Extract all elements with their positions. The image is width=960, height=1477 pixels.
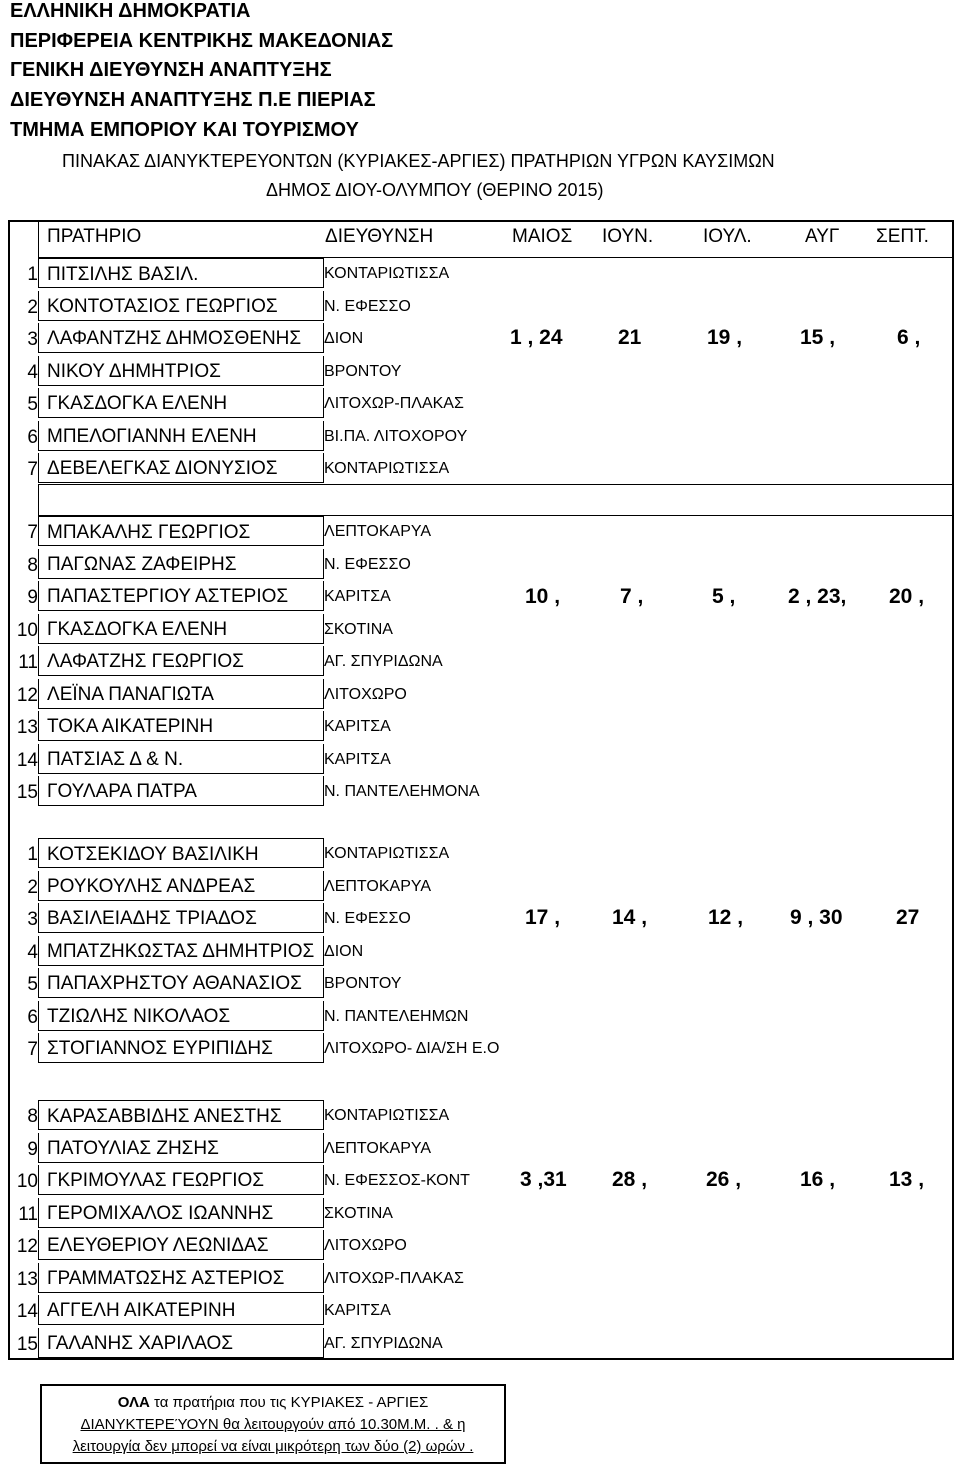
group-1-may: 1 , 24 [510, 326, 563, 349]
row-number: 7 [27, 1039, 38, 1060]
group-1-aug: 15 , [800, 326, 836, 349]
row-number: 9 [27, 1138, 38, 1160]
table-row [0, 1133, 960, 1165]
col-station: ΠΡΑΤΗΡΙΟ [47, 226, 142, 247]
station-address: ΛΙΤΟΧΩΡΟ- ΔΙΑ/ΣΗ Ε.Ο [324, 1040, 500, 1057]
table-row [0, 776, 960, 808]
station-address: ΛΙΤΟΧΩΡ-ΠΛΑΚΑΣ [324, 1269, 464, 1287]
station-address: ΛΙΤΟΧΩΡΟ [324, 1237, 407, 1254]
empty-spacer-row [38, 484, 954, 516]
row-number: 7 [27, 522, 38, 543]
table-row [0, 421, 960, 453]
table-row [0, 356, 960, 388]
group-2-may: 10 , [525, 585, 561, 608]
station-name: ΠΑΤΣΙΑΣ Δ & Ν. [38, 744, 324, 774]
station-address: ΛΕΠΤΟΚΑΡΥΑ [324, 877, 432, 895]
station-address: Ν. ΕΦΕΣΣΟ [324, 297, 411, 315]
row-number: 6 [27, 1006, 38, 1028]
row-number: 1 [27, 264, 38, 285]
header-line-3: ΓΕΝΙΚΗ ΔΙΕΥΘΥΝΣΗ ΑΝΑΠΤΥΞΗΣ [10, 59, 332, 81]
station-address: ΛΕΠΤΟΚΑΡΥΑ [324, 1139, 432, 1157]
table-row [0, 1033, 960, 1065]
station-address: ΚΟΝΤΑΡΙΩΤΙΣΣΑ [324, 265, 450, 282]
table-row [0, 744, 960, 776]
table-row [0, 646, 960, 678]
row-number: 8 [27, 1106, 38, 1127]
group-1-jul: 19 , [707, 326, 743, 349]
station-name: ΛΑΦΑΝΤΖΗΣ ΔΗΜΟΣΘΕΝΗΣ [38, 323, 324, 353]
station-address: ΚΟΝΤΑΡΙΩΤΙΣΣΑ [324, 460, 450, 477]
row-number: 5 [27, 394, 38, 415]
station-name: ΓΡΑΜΜΑΤΩΣΗΣ ΑΣΤΕΡΙΟΣ [38, 1263, 324, 1293]
col-aug: ΑΥΓ [805, 226, 840, 247]
table-row [0, 936, 960, 968]
table-row [0, 1198, 960, 1230]
table-row [0, 711, 960, 743]
station-address: ΛΙΤΟΧΩΡ-ΠΛΑΚΑΣ [324, 395, 464, 412]
station-name: ΔΕΒΕΛΕΓΚΑΣ ΔΙΟΝΥΣΙΟΣ [38, 453, 324, 483]
station-address: Ν. ΕΦΕΣΣΟΣ-ΚΟΝΤ [324, 1172, 470, 1189]
group-3-jul: 12 , [708, 906, 744, 929]
group-3-may: 17 , [525, 906, 561, 929]
row-number: 13 [16, 717, 38, 738]
table-header-row [38, 220, 954, 258]
table-row [0, 388, 960, 420]
station-name: ΤΖΙΩΛΗΣ ΝΙΚΟΛΑΟΣ [38, 1001, 324, 1031]
row-number: 10 [16, 1171, 38, 1192]
row-number: 6 [27, 426, 38, 448]
table-row [0, 453, 960, 485]
row-number: 15 [16, 782, 38, 803]
station-address: ΚΟΝΤΑΡΙΩΤΙΣΣΑ [324, 845, 450, 862]
row-number: 9 [27, 587, 38, 608]
table-row [0, 679, 960, 711]
station-address: Ν. ΠΑΝΤΕΛΕΗΜΩΝ [324, 1007, 469, 1025]
station-name: ΒΑΣΙΛΕΙΑΔΗΣ ΤΡΙΑΔΟΣ [38, 903, 324, 933]
note-line-1: τα πρατήρια που τις ΚΥΡΙΑΚΕΣ - ΑΡΓΙΕΣ [149, 1394, 429, 1411]
station-address: ΣΚΟΤΙΝΑ [324, 620, 393, 638]
row-number: 12 [16, 1236, 38, 1257]
station-name: ΓΑΛΑΝΗΣ ΧΑΡΙΛΑΟΣ [38, 1328, 324, 1358]
station-name: ΛΕΪΝΑ ΠΑΝΑΓΙΩΤΑ [38, 679, 324, 709]
table-row [0, 516, 960, 548]
row-number: 4 [27, 941, 38, 963]
row-number: 2 [27, 876, 38, 898]
station-address: ΚΑΡΙΤΣΑ [324, 718, 391, 735]
row-number: 11 [18, 652, 38, 673]
station-name: ΓΚΡΙΜΟΥΛΑΣ ΓΕΩΡΓΙΟΣ [38, 1165, 324, 1195]
group-2-jun: 7 , [620, 585, 644, 608]
table-row [0, 968, 960, 1000]
row-number: 10 [16, 619, 38, 641]
group-4-aug: 16 , [800, 1168, 836, 1191]
group-3-aug: 9 , 30 [790, 906, 843, 929]
station-name: ΕΛΕΥΘΕΡΙΟΥ ΛΕΩΝΙΔΑΣ [38, 1230, 324, 1260]
row-number: 14 [16, 1301, 38, 1322]
station-address: ΒΙ.ΠΑ. ΛΙΤΟΧΟΡΟΥ [324, 427, 468, 445]
station-name: ΝΙΚΟΥ ΔΗΜΗΤΡΙΟΣ [38, 356, 324, 386]
station-name: ΓΟΥΛΑΡΑ ΠΑΤΡΑ [38, 776, 324, 806]
row-number: 2 [27, 296, 38, 318]
station-address: Ν. ΕΦΕΣΣΟ [324, 555, 411, 573]
station-name: ΜΠΑΚΑΛΗΣ ΓΕΩΡΓΙΟΣ [38, 516, 324, 546]
station-name: ΓΚΑΣΔΟΓΚΑ ΕΛΕΝΗ [38, 614, 324, 644]
table-row [0, 1328, 960, 1360]
station-address: ΑΓ. ΣΠΥΡΙΔΩΝΑ [324, 653, 443, 670]
station-name: ΑΓΓΕΛΗ ΑΙΚΑΤΕΡΙΝΗ [38, 1295, 324, 1325]
station-name: ΜΠΑΤΖΗΚΩΣΤΑΣ ΔΗΜΗΤΡΙΟΣ [38, 936, 324, 966]
col-address: ΔΙΕΥΘΥΝΣΗ [325, 226, 434, 247]
group-1-jun: 21 [618, 326, 642, 349]
group-2-sep: 20 , [889, 585, 925, 608]
station-name: ΠΑΠΑΣΤΕΡΓΙΟΥ ΑΣΤΕΡΙΟΣ [38, 581, 324, 611]
note-line-2: ΔΙΑΝΥΚΤΕΡΕΎΟΥΝ θα λειτουργούν από 10.30Μ.Μ. . & η [80, 1416, 466, 1433]
note-bold: ΟΛΑ [117, 1394, 150, 1411]
station-name: ΓΕΡΟΜΙΧΑΛΟΣ ΙΩΑΝΝΗΣ [38, 1198, 324, 1228]
group-4-jul: 26 , [706, 1168, 742, 1191]
station-name: ΜΠΕΛΟΓΙΑΝΝΗ ΕΛΕΝΗ [38, 421, 324, 451]
table-row [0, 871, 960, 903]
station-address: ΛΙΤΟΧΩΡΟ [324, 685, 407, 703]
table-row [0, 1295, 960, 1327]
station-address: ΒΡΟΝΤΟΥ [324, 975, 402, 992]
header-line-2: ΠΕΡΙΦΕΡΕΙΑ ΚΕΝΤΡΙΚΗΣ ΜΑΚΕΔΟΝΙΑΣ [10, 30, 394, 52]
table-row [0, 549, 960, 581]
group-2-jul: 5 , [712, 585, 736, 608]
station-address: ΒΡΟΝΤΟΥ [324, 362, 402, 380]
group-3-sep: 27 [896, 906, 920, 929]
row-number: 8 [27, 554, 38, 576]
row-number: 3 [27, 329, 38, 350]
row-number: 15 [16, 1333, 38, 1355]
row-number: 1 [27, 844, 38, 865]
station-name: ΓΚΑΣΔΟΓΚΑ ΕΛΕΝΗ [38, 388, 324, 418]
table-row [0, 614, 960, 646]
group-4-jun: 28 , [612, 1168, 648, 1191]
station-name: ΠΑΠΑΧΡΗΣΤΟΥ ΑΘΑΝΑΣΙΟΣ [38, 968, 324, 998]
col-sep: ΣΕΠΤ. [876, 226, 929, 247]
station-address: ΚΟΝΤΑΡΙΩΤΙΣΣΑ [324, 1107, 450, 1124]
table-row [0, 838, 960, 870]
row-number: 13 [16, 1268, 38, 1290]
station-name: ΠΙΤΣΙΛΗΣ ΒΑΣΙΛ. [38, 258, 324, 288]
station-address: ΣΚΟΤΙΝΑ [324, 1204, 393, 1222]
row-number: 12 [16, 684, 38, 706]
row-number: 14 [16, 749, 38, 771]
station-address: Ν. ΕΦΕΣΣΟ [324, 910, 411, 927]
group-4-sep: 13 , [889, 1168, 925, 1191]
table-row [0, 291, 960, 323]
station-name: ΤΟΚΑ ΑΙΚΑΤΕΡΙΝΗ [38, 711, 324, 741]
note-line-3: λειτουργία δεν μπορεί να είναι μικρότερη των δύο (2) ωρών . [72, 1438, 474, 1455]
station-address: ΚΑΡΙΤΣΑ [324, 750, 391, 768]
station-name: ΣΤΟΓΙΑΝΝΟΣ ΕΥΡΙΠΙΔΗΣ [38, 1033, 324, 1063]
header-line-5: ΤΜΗΜΑ ΕΜΠΟΡΙΟΥ ΚΑΙ ΤΟΥΡΙΣΜΟΥ [10, 119, 359, 141]
col-jul: ΙΟΥΛ. [703, 226, 752, 247]
header-line-4: ΔΙΕΥΘΥΝΣΗ ΑΝΑΠΤΥΞΗΣ Π.Ε ΠΙΕΡΙΑΣ [10, 89, 376, 111]
row-number: 7 [27, 459, 38, 480]
table-row [0, 258, 960, 290]
table-row [0, 1230, 960, 1262]
row-number: 11 [18, 1203, 38, 1225]
station-name: ΚΟΤΣΕΚΙΔΟΥ ΒΑΣΙΛΙΚΗ [38, 838, 324, 868]
station-name: ΚΟΝΤΟΤΑΣΙΟΣ ΓΕΩΡΓΙΟΣ [38, 291, 324, 321]
table-row [0, 1100, 960, 1132]
row-number: 4 [27, 361, 38, 383]
col-jun: ΙΟΥΝ. [602, 226, 654, 247]
station-address: ΚΑΡΙΤΣΑ [324, 588, 391, 605]
station-address: ΛΕΠΤΟΚΑΡΥΑ [324, 523, 432, 540]
document-subtitle: ΔΗΜΟΣ ΔΙΟΥ-ΟΛΥΜΠΟΥ (ΘΕΡΙΝΟ 2015) [266, 180, 604, 200]
group-4-may: 3 ,31 [520, 1168, 567, 1191]
row-number: 5 [27, 974, 38, 995]
group-3-jun: 14 , [612, 906, 648, 929]
station-address: ΚΑΡΙΤΣΑ [324, 1302, 391, 1319]
station-name: ΠΑΓΩΝΑΣ ΖΑΦΕΙΡΗΣ [38, 549, 324, 579]
group-2-aug: 2 , 23, [788, 585, 847, 608]
station-address: Ν. ΠΑΝΤΕΛΕΗΜΟΝΑ [324, 783, 480, 800]
station-address: ΔΙΟΝ [324, 330, 364, 347]
station-address: ΑΓ. ΣΠΥΡΙΔΩΝΑ [324, 1334, 443, 1352]
col-may: ΜΑΙΟΣ [512, 226, 573, 247]
table-row [0, 1001, 960, 1033]
station-name: ΠΑΤΟΥΛΙΑΣ ΖΗΣΗΣ [38, 1133, 324, 1163]
document-title: ΠΙΝΑΚΑΣ ΔΙΑΝΥΚΤΕΡΕΥΟΝΤΩΝ (ΚΥΡΙΑΚΕΣ-ΑΡΓΙΕΣ) ΠΡΑΤΗΡΙΩΝ ΥΓΡΩΝ ΚΑΥΣΙΜΩΝ [62, 151, 775, 171]
table-row [0, 1263, 960, 1295]
group-1-sep: 6 , [897, 326, 921, 349]
station-name: ΚΑΡΑΣΑΒΒΙΔΗΣ ΑΝΕΣΤΗΣ [38, 1100, 324, 1130]
header-line-1: ΕΛΛΗΝΙΚΗ ΔΗΜΟΚΡΑΤΙΑ [10, 0, 251, 22]
footnote-box [40, 1384, 506, 1464]
station-name: ΛΑΦΑΤΖΗΣ ΓΕΩΡΓΙΟΣ [38, 646, 324, 676]
row-number: 3 [27, 909, 38, 930]
station-address: ΔΙΟΝ [324, 942, 364, 960]
station-name: ΡΟΥΚΟΥΛΗΣ ΑΝΔΡΕΑΣ [38, 871, 324, 901]
